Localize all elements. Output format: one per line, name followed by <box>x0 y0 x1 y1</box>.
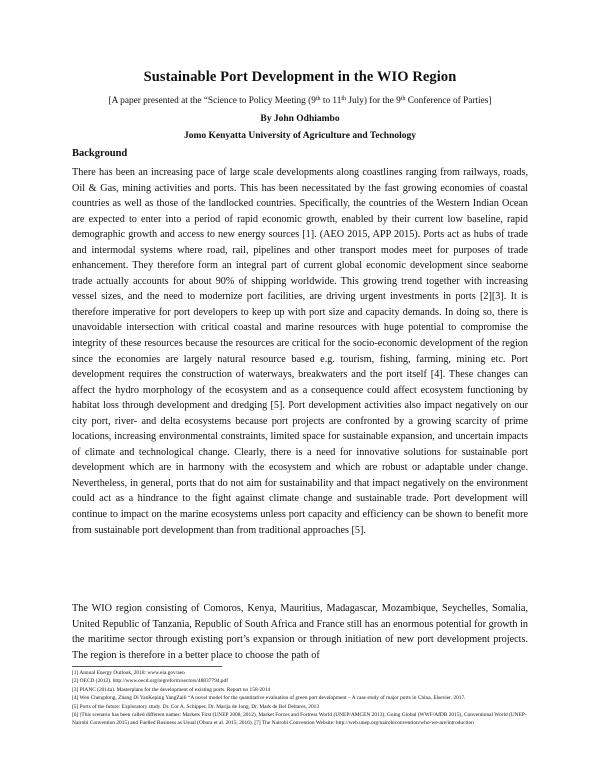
footnote-divider <box>72 666 222 667</box>
author-line: By John Odhiambo <box>260 114 340 124</box>
footnote-item: [6] (This scenario has been called different names: Markets First (UNEP 2008, 2012), Market Forces and Fortress World (UNEP/AMCEN 2013), Going Global (WWF/AfDB 2015), Conventional World (UNEP-Nairobi Convention 2015) and Fuelled Business as Usual (Obura et al. 2015, 2016). [7] The Nairobi Convention Website: http://web.unep.org/nairobiconvention/who-we-are/introduction <box>72 712 527 727</box>
paper-title: Sustainable Port Development in the WIO Region <box>143 69 457 85</box>
note-suffix: Conference of Parties] <box>405 96 492 106</box>
footnote-item: [3] PIANC (2014a). Masterplans for the development of existing ports. Report no 158-2014 <box>72 686 271 693</box>
affiliation-line: Jomo Kenyatta University of Agriculture and Technology <box>183 131 417 141</box>
note-mid-2: July) for the 9 <box>346 96 401 106</box>
footnote-item: [2] OECD (2012). http://www.oecd.org/regreform/sectors/48837794.pdf <box>72 678 228 685</box>
footnote-item: [1] Annual Energy Outlook, 2018: www.eia.gov/aeo <box>72 670 185 676</box>
footnote-item: [5] Ports of the future: Exploratory study. Dr. Cor A. Schipper, Dr. Marija de Jong, Dr. Mark de Bel Deltares, 2013 <box>72 703 320 710</box>
section-heading-background: Background <box>72 148 128 159</box>
presentation-note <box>0 96 600 106</box>
body-paragraph-1: There has been an increasing pace of large scale developments along coastlines ranging from railways, roads, Oil & Gas, mining activities and ports. This has been necessitated by the fast growing economies of coastal countries as well as those of the landlocked countries. Specifically, the countries of the Western Indian Ocean are expected to enter into a period of rapid economic growth, enabled by their current low baseline, rapid demographic growth and access to new energy sources [1]. (AEO 2015, APP 2015). Ports act as hubs of trade and intermodal systems where road, rail, pipelines and other transport modes meet for purposes of trade enhancement. They therefore form an integral part of current global economic development since seaborne trade actually accounts for about 90% of shipping worldwide. This growing trend together with increasing vessel sizes, and the need to modernize port facilities, are driving urgent investments in ports [2][3]. It is therefore imperative for port developers to keep up with port size and capacity demands. In doing so, there is unavoidable intersection with critical coastal and marine resources with huge potential to compromise the integrity of these resources because the resources are critical for the socio-economic development of the region since the economies are largely natural resource based e.g. tourism, fishing, farming, mining etc. Port development requires the construction of waterways, breakwaters and the port itself [4]. These changes can affect the hydro morphology of the ecosystem and as a consequence could affect ecosystem functioning by habitat loss through development and dredging [5]. Port development activities also impact negatively on our city port, river- and delta ecosystems because port projects are confronted by a growing scarcity of prime locations, increasing environmental constraints, limited space for sustainable expansion, and uncertain impacts of climate and technological change. Clearly, there is a need for innovative solutions for sustainable port development which are in harmony with the ecosystem and which are robust or adaptable under change. Nevertheless, in general, ports that do not aim for sustainability and that impact negatively on the environment could act as a hindrance to the fight against climate change and sustainable trade. Port development will continue to impact on the marine ecosystems unless port capacity and efficiency can be shown to benefit more from sustainable port development than from traditional approaches [5]. <box>72 167 528 536</box>
note-mid-1: to 11 <box>320 96 342 106</box>
footnote-item: [4] Wen Chengdong, Zhang Di YanKeping YangZaili “A novel model for the quantitative evaluation of green port development – A case study of major ports in China. Elsevier. 2017. <box>72 695 466 702</box>
note-prefix: [A paper presented at the “Science to Policy Meeting (9 <box>108 96 316 106</box>
footnotes-list <box>72 669 528 728</box>
note-sup-2: th <box>341 96 347 102</box>
body-paragraph-2: The WIO region consisting of Comoros, Kenya, Mauritius, Madagascar, Mozambique, Seychelles, Somalia, United Republic of Tanzania, Republic of South Africa and France still has an enormous potential for growth in the maritime sector through existing port’s expansion or through initiation of new port development projects. The region is therefore in a better place to choose the path of <box>72 603 528 661</box>
note-sup-1: th <box>315 96 321 102</box>
note-sup-3: th <box>400 96 406 102</box>
